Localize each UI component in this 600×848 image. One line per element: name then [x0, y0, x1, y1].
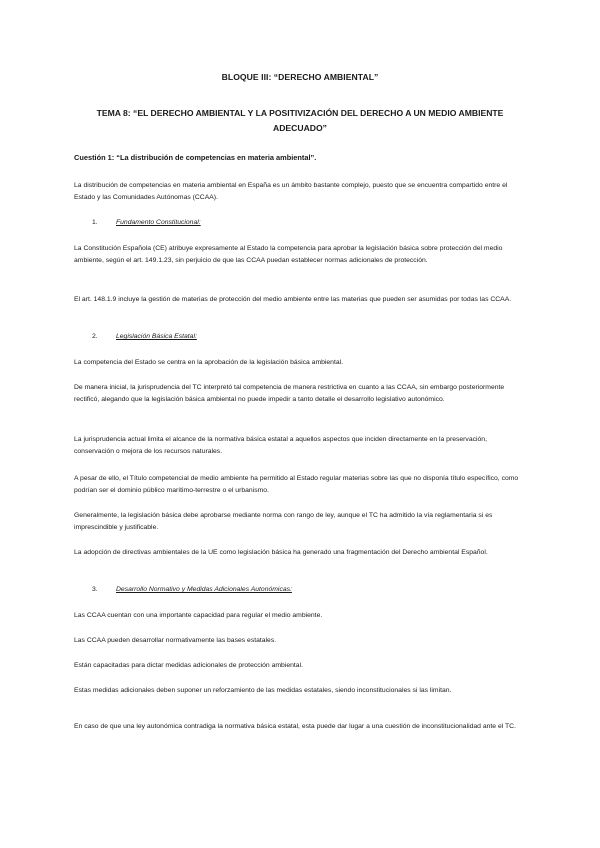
- paragraph: De manera inicial, la jurisprudencia del TC interpretó tal competencia de manera restrictiva en cuanto a las CCAA, sin embargo posteriormente rectificó, alegando que la legislación básica ambiental no puede impedir a tanto detalle el desarrollo legislativo autonómico.: [74, 384, 505, 404]
- question-text: : “La distribución de competencias en materia ambiental”.: [111, 153, 317, 162]
- paragraph: A pesar de ello, el Título competencial de medio ambiente ha permitido al Estado regular materias sobre las que no disponía título específico, como podrían ser el dominio público marítimo-terrestre o el urbanismo.: [74, 475, 519, 495]
- question-heading: [74, 152, 528, 164]
- paragraph: La competencia del Estado se centra en la aprobación de la legislación básica ambiental.: [74, 359, 344, 366]
- paragraph: Generalmente, la legislación básica debe aprobarse mediante norma con rango de ley, aunque el TC ha admitido la vía reglamentaria si es imprescindible y justificable.: [74, 512, 493, 532]
- section-number: 2.: [92, 333, 98, 340]
- section-heading-1: [92, 219, 201, 226]
- paragraph: El art. 148.1.9 incluye la gestión de materias de protección del medio ambiente entre las materias que pueden ser asumidas por todas las CCAA.: [74, 296, 512, 303]
- paragraph: La jurisprudencia actual limita el alcance de la normativa básica estatal a aquellos aspectos que inciden directamente en la preservación, conservación o mejora de los recursos naturales.: [74, 436, 487, 456]
- section-heading-2: [92, 333, 197, 340]
- paragraph: Están capacitadas para dictar medidas adicionales de protección ambiental.: [74, 662, 303, 669]
- paragraph: Las CCAA cuentan con una importante capacidad para regular el medio ambiente.: [74, 612, 323, 619]
- question-label: Cuestión 1: [74, 153, 112, 162]
- section-title: Desarrollo Normativo y Medidas Adicionales Autonómicas:: [116, 586, 292, 593]
- tema-title: TEMA 8: “EL DERECHO AMBIENTAL Y LA POSITIVIZACIÓN DEL DERECHO A UN MEDIO AMBIENTE ADECUADO”: [96, 108, 504, 133]
- paragraph: Estas medidas adicionales deben suponer un reforzamiento de las medidas estatales, siendo inconstitucionales si las limitan.: [74, 687, 452, 694]
- paragraph: La adopción de directivas ambientales de la UE como legislación básica ha generado una fragmentación del Derecho ambiental Español.: [74, 549, 488, 556]
- intro-paragraph: La distribución de competencias en materia ambiental en España es un ámbito bastante complejo, puesto que se encuentra compartido entre el Estado y las Comunidades Autónomas (CCAA).: [74, 182, 508, 202]
- paragraph: En caso de que una ley autonómica contradiga la normativa básica estatal, esta puede dar lugar a una cuestión de inconstitucionalidad ante el TC.: [74, 723, 516, 730]
- section-title: Fundamento Constitucional:: [116, 219, 201, 226]
- section-number: 3.: [92, 586, 98, 593]
- block-title: BLOQUE III: “DERECHO AMBIENTAL”: [221, 72, 379, 82]
- section-title: Legislación Básica Estatal:: [116, 333, 197, 340]
- paragraph: La Constitución Española (CE) atribuye expresamente al Estado la competencia para aprobar la legislación básica sobre protección del medio ambiente, según el art. 149.1.23, sin perjuicio de que las CCAA puedan establecer normas adicionales de protección.: [74, 245, 503, 265]
- section-number: 1.: [92, 219, 98, 226]
- section-heading-3: [92, 586, 292, 593]
- paragraph: Las CCAA pueden desarrollar normativamente las bases estatales.: [74, 637, 277, 644]
